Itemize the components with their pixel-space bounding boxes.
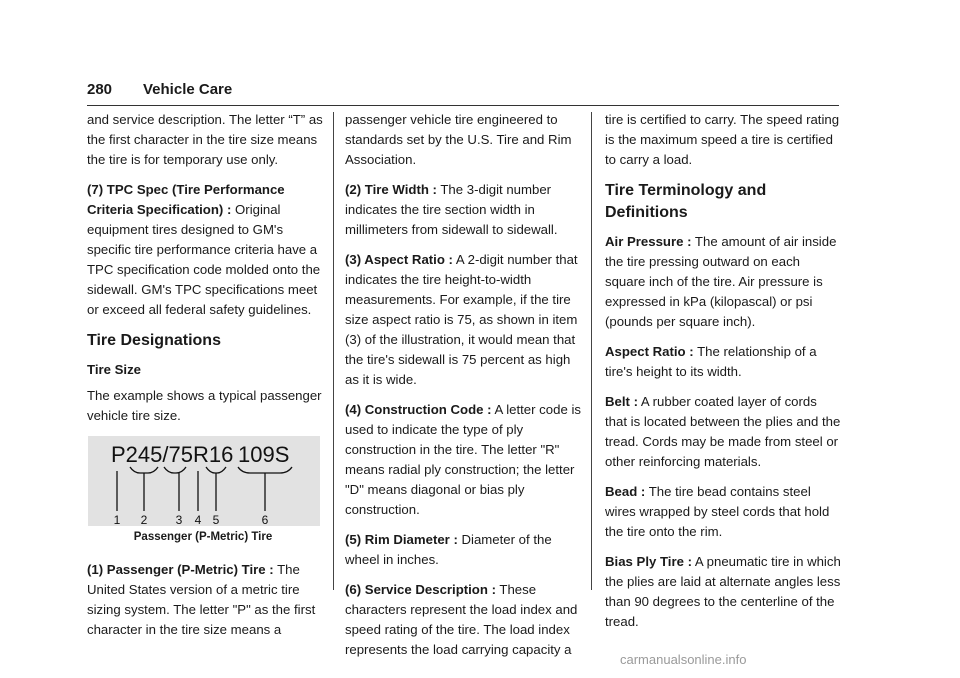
intro-paragraph: and service description. The letter “T” as the first character in the tire size means the tire is for temporary use only. <box>87 112 323 167</box>
callout-bracket-3 <box>164 467 186 473</box>
service-description-term: (6) Service Description : <box>345 582 496 597</box>
construction-code-term: (4) Construction Code : <box>345 402 492 417</box>
construction-code-paragraph <box>345 400 581 520</box>
callout-label-6: 6 <box>261 513 269 526</box>
callout-label-4: 4 <box>194 513 202 526</box>
bias-ply-term: Bias Ply Tire : <box>605 554 692 569</box>
aspect-ratio-text: A 2-digit number that indicates the tire height-to-width measurements. For example, if the tire size aspect ratio is 75, as shown in item (3) of the illustration, it would mean that the tire's sidewall is 75 percent as high as it is wide. <box>345 252 578 387</box>
terminology-heading: Tire Terminology and Definitions <box>605 182 767 221</box>
aspect-ratio-def-term: Aspect Ratio : <box>605 344 694 359</box>
air-pressure-text: The amount of air inside the tire pressing outward on each square inch of the tire. Air pressure is expressed in kPa (kilopascal) or psi (pounds per square inch). <box>605 234 837 329</box>
tire-size-code: P245/75R16 <box>111 442 234 467</box>
rim-diameter-term: (5) Rim Diameter : <box>345 532 458 547</box>
belt-paragraph <box>605 392 841 472</box>
tire-width-paragraph <box>345 180 581 240</box>
service-description-paragraph <box>345 580 581 660</box>
callout-label-5: 5 <box>212 513 220 526</box>
tpc-spec-text: Original equipment tires designed to GM's specific tire performance criteria have a TPC specification code molded onto the sidewall. GM's TPC specifications meet or exceed all federal safety guidelines. <box>87 202 321 317</box>
belt-term: Belt : <box>605 394 638 409</box>
callout-bracket-2 <box>130 467 158 473</box>
watermark: carmanualsonline.info <box>620 652 747 667</box>
column-divider <box>591 112 592 590</box>
column-3 <box>605 110 841 642</box>
column-divider <box>333 112 334 590</box>
service-description-text: These characters represent the load index and speed rating of the tire. The load index represents the load carrying capacity a <box>345 582 578 657</box>
tire-size-figure <box>88 436 320 526</box>
continuation-paragraph: tire is certified to carry. The speed rating is the maximum speed a tire is certified to carry a load. <box>605 112 840 167</box>
rim-diameter-paragraph <box>345 530 581 570</box>
callout-label-2: 2 <box>140 513 148 526</box>
air-pressure-term: Air Pressure : <box>605 234 692 249</box>
passenger-tire-paragraph <box>87 560 323 640</box>
tpc-spec-term: (7) TPC Spec (Tire Performance Criteria Specification) : <box>87 182 285 217</box>
callout-label-1: 1 <box>113 513 121 526</box>
aspect-ratio-def-paragraph <box>605 342 841 382</box>
aspect-ratio-term: (3) Aspect Ratio : <box>345 252 453 267</box>
bias-ply-text: A pneumatic tire in which the plies are laid at alternate angles less than 90 degrees to the centerline of the tread. <box>605 554 841 629</box>
tire-size-subheading: Tire Size <box>87 362 141 377</box>
tpc-spec-paragraph <box>87 180 323 320</box>
aspect-ratio-def-text: The relationship of a tire's height to its width. <box>605 344 817 379</box>
passenger-tire-term: (1) Passenger (P-Metric) Tire : <box>87 562 274 577</box>
page-header <box>87 81 839 107</box>
callout-label-3: 3 <box>175 513 183 526</box>
callout-bracket-5 <box>206 467 226 473</box>
figure-caption: Passenger (P-Metric) Tire <box>133 531 273 543</box>
aspect-ratio-paragraph <box>345 250 581 390</box>
tire-width-text: The 3-digit number indicates the tire section width in millimeters from sidewall to sidewall. <box>345 182 558 237</box>
continuation-paragraph: passenger vehicle tire engineered to standards set by the U.S. Tire and Rim Association. <box>345 112 572 167</box>
example-paragraph: The example shows a typical passenger vehicle tire size. <box>87 388 322 423</box>
column-2 <box>345 110 581 670</box>
column-1 <box>87 110 323 650</box>
service-code: 109S <box>238 442 290 467</box>
page-number: 280 <box>87 81 113 98</box>
section-title: Vehicle Care <box>143 81 233 98</box>
bead-paragraph <box>605 482 841 542</box>
bead-text: The tire bead contains steel wires wrapped by steel cords that hold the tire onto the rim. <box>605 484 830 539</box>
bias-ply-paragraph <box>605 552 841 632</box>
callout-bracket-6 <box>238 467 292 473</box>
rim-diameter-text: Diameter of the wheel in inches. <box>345 532 552 567</box>
header-rule <box>87 105 839 106</box>
passenger-tire-text: The United States version of a metric tire sizing system. The letter "P" as the first character in the tire size means a <box>87 562 316 637</box>
tire-designations-heading: Tire Designations <box>87 332 221 349</box>
construction-code-text: A letter code is used to indicate the type of ply construction in the tire. The letter "R" means radial ply construction; the letter "D" means diagonal or bias ply construction. <box>345 402 581 517</box>
bead-term: Bead : <box>605 484 646 499</box>
air-pressure-paragraph <box>605 232 841 332</box>
tire-width-term: (2) Tire Width : <box>345 182 437 197</box>
belt-text: A rubber coated layer of cords that is located between the plies and the tread. Cords may be made from steel or other reinforcing materials. <box>605 394 841 469</box>
